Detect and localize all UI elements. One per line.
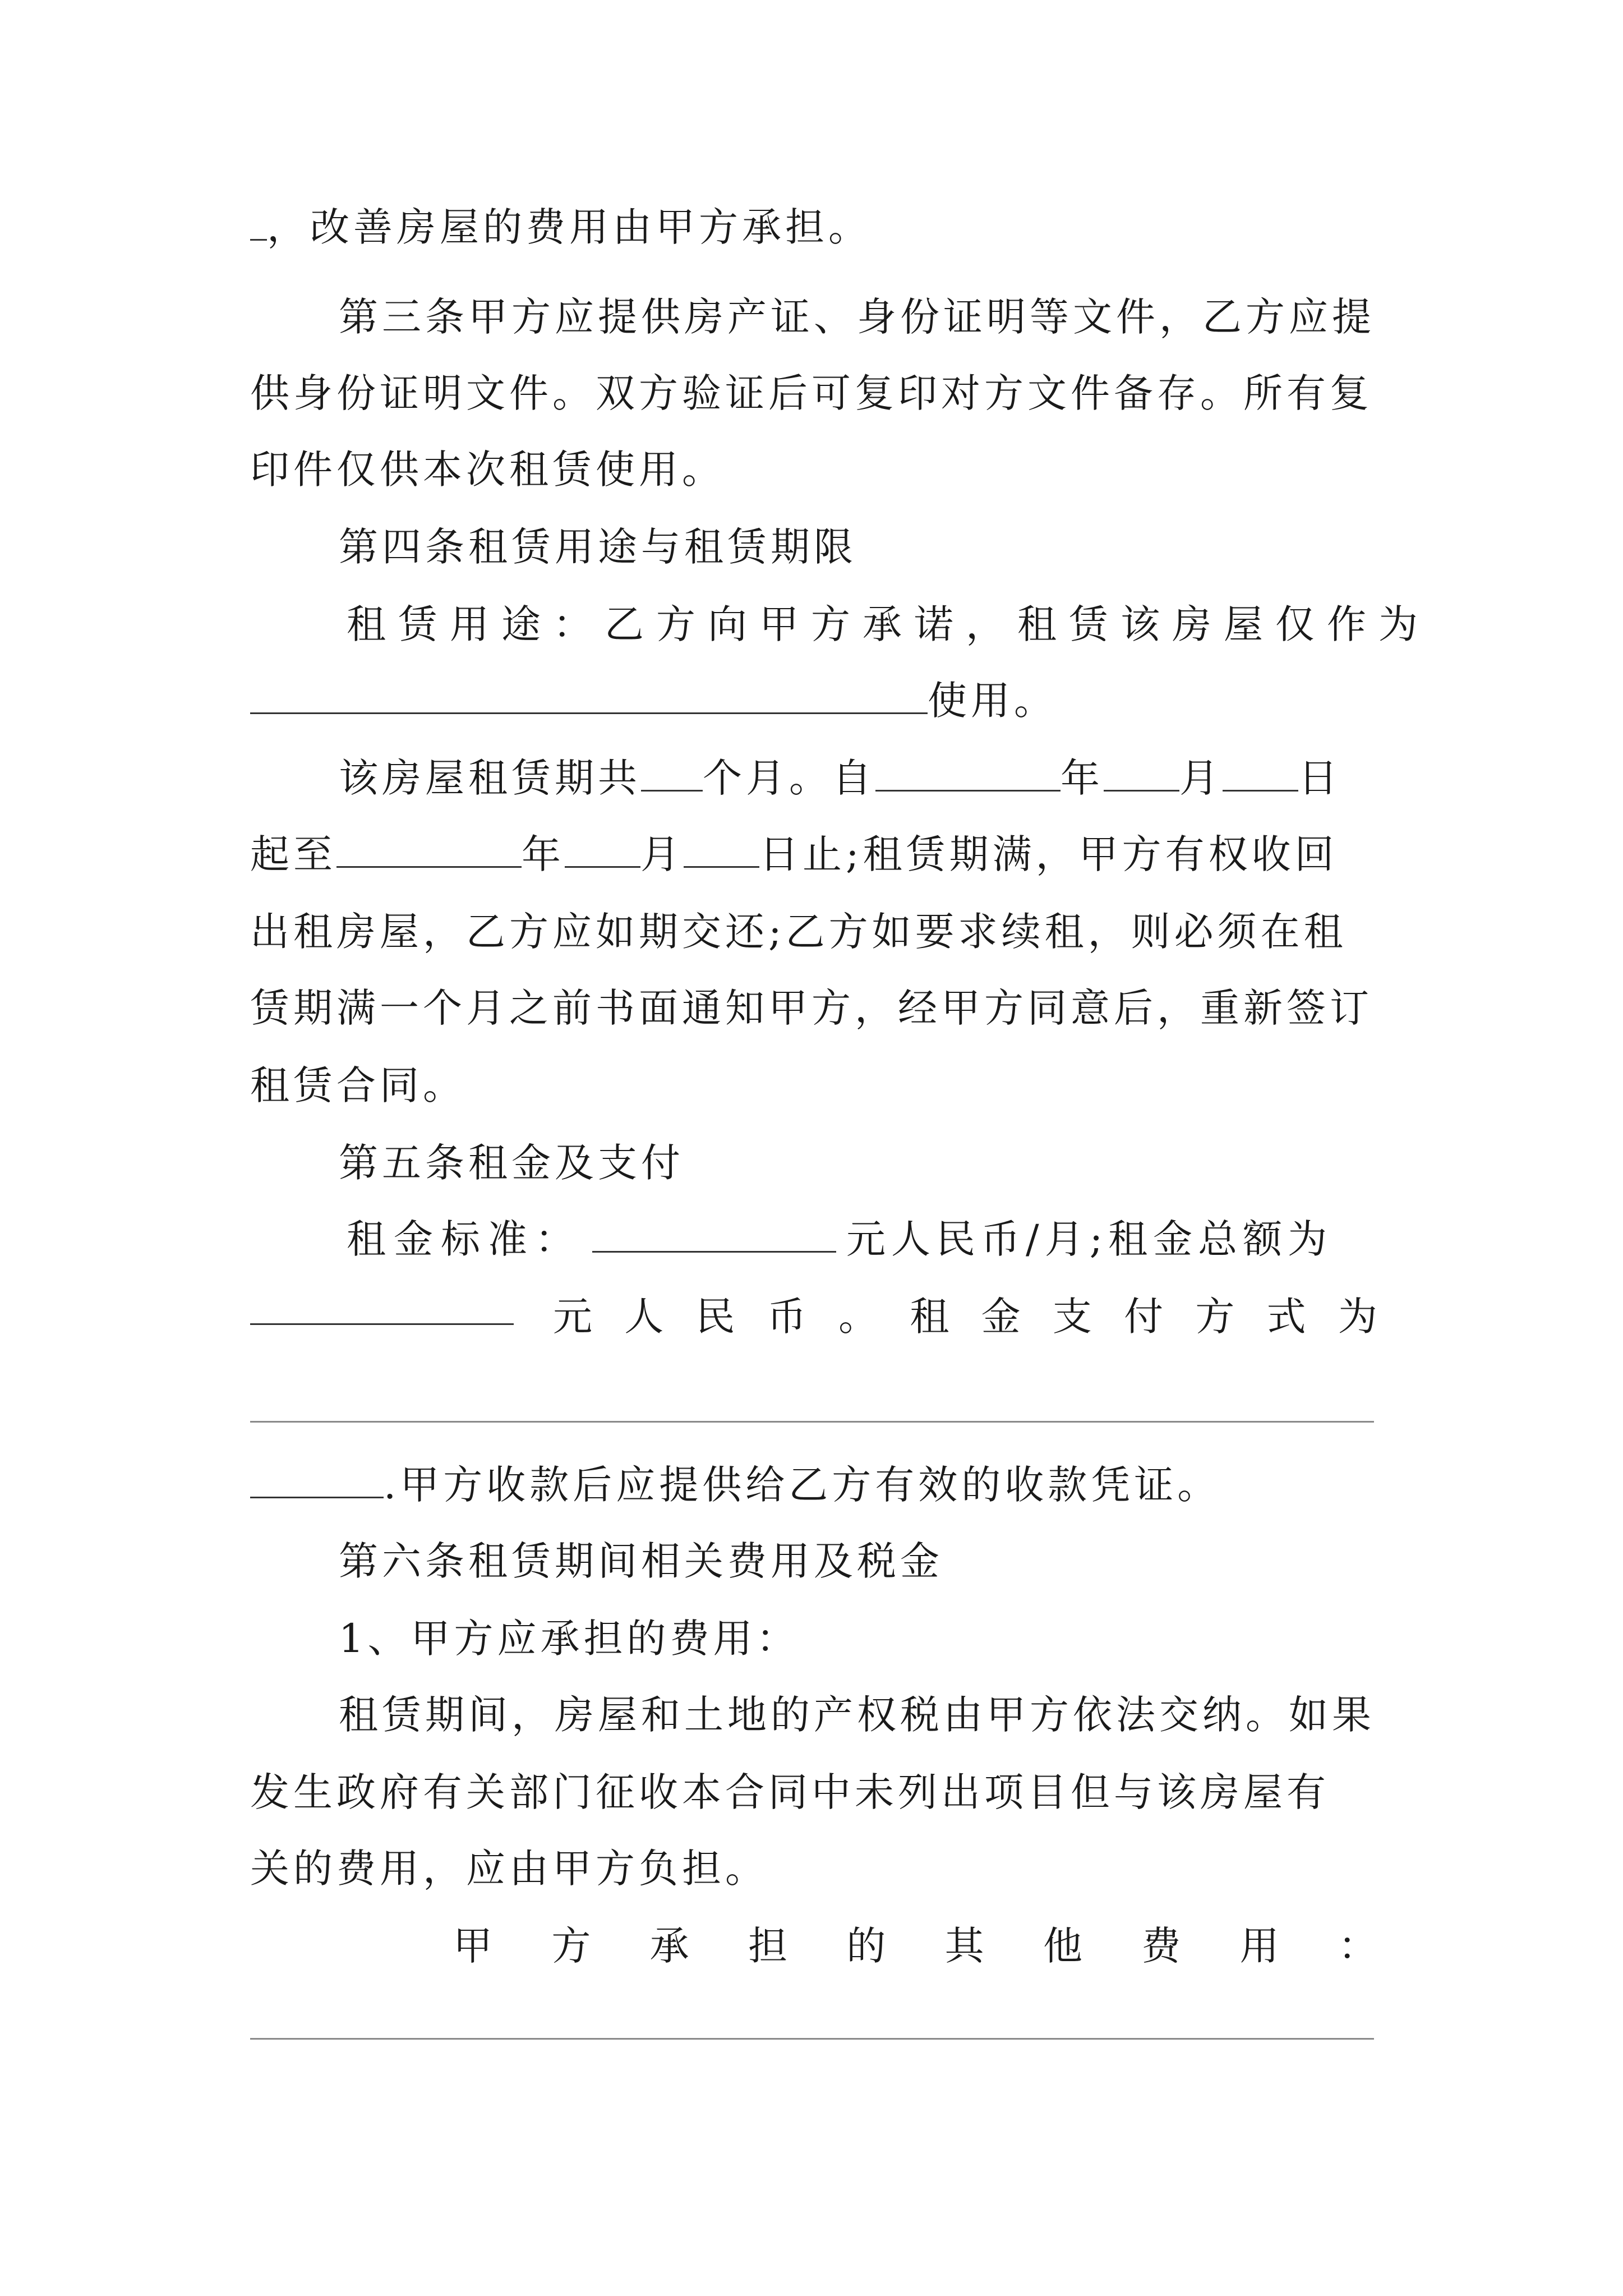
paragraph-line: 租赁期间，房屋和土地的产权税由甲方依法交纳。如果 bbox=[339, 1692, 1375, 1738]
rent-standard-line bbox=[347, 1211, 1377, 1267]
char: 付 bbox=[1124, 1294, 1164, 1340]
paragraph-line bbox=[250, 826, 1377, 882]
char: 为 bbox=[1338, 1294, 1377, 1340]
fill-in-blank[interactable] bbox=[250, 678, 928, 714]
fill-in-blank[interactable] bbox=[336, 831, 522, 868]
line-text: 元人民币/月;租金总额为 bbox=[846, 1216, 1333, 1262]
char: 甲 bbox=[453, 1923, 492, 1969]
fill-in-blank[interactable] bbox=[641, 755, 703, 792]
article-4-heading: 第四条租赁用途与租赁期限 bbox=[339, 524, 857, 570]
lease-term-line bbox=[339, 750, 1377, 806]
payment-method-line bbox=[250, 1289, 1377, 1345]
char: 方 bbox=[1195, 1294, 1235, 1340]
line-text: 日 bbox=[1298, 755, 1341, 801]
paragraph-line bbox=[250, 1457, 1377, 1513]
char: 担 bbox=[748, 1923, 787, 1969]
fill-in-blank[interactable] bbox=[1223, 755, 1298, 792]
line-text: .甲方收款后应提供给乙方有效的收款凭证。 bbox=[384, 1462, 1221, 1508]
char: 支 bbox=[1052, 1294, 1092, 1340]
other-fees-line bbox=[453, 1918, 1377, 1974]
clause-heading: 1、甲方应承担的费用： bbox=[339, 1616, 800, 1662]
fill-in-blank[interactable] bbox=[250, 204, 267, 241]
fill-in-blank[interactable] bbox=[875, 755, 1061, 792]
line-text: 日止;租赁期满，甲方有权收回 bbox=[759, 831, 1338, 877]
line-text: 年 bbox=[1061, 755, 1104, 801]
char: 方 bbox=[551, 1923, 591, 1969]
paragraph-line: 供身份证明文件。双方验证后可复印对方文件备存。所有复 bbox=[250, 370, 1373, 416]
article-3-line: 第三条甲方应提供房产证、身份证明等文件，乙方应提 bbox=[339, 294, 1375, 340]
paragraph-line: 发生政府有关部门征收本合同中未列出项目但与该房屋有 bbox=[250, 1769, 1330, 1815]
char: 的 bbox=[846, 1923, 886, 1969]
char: 费 bbox=[1141, 1923, 1181, 1969]
line-text: 起至 bbox=[250, 831, 336, 877]
fill-in-rule[interactable] bbox=[250, 1421, 1374, 1423]
paragraph-line bbox=[250, 673, 1377, 729]
char: 金 bbox=[981, 1294, 1021, 1340]
char: 式 bbox=[1266, 1294, 1306, 1340]
paragraph-line: 出租房屋，乙方应如期交还;乙方如要求续租，则必须在租 bbox=[250, 909, 1347, 955]
line-text: 租金标准： bbox=[347, 1216, 582, 1262]
line-text: 使用。 bbox=[928, 678, 1057, 724]
fill-in-blank[interactable] bbox=[684, 831, 759, 868]
article-5-heading: 第五条租金及支付 bbox=[339, 1140, 684, 1186]
article-6-heading: 第六条租赁期间相关费用及税金 bbox=[339, 1538, 943, 1584]
paragraph-line bbox=[250, 199, 1377, 255]
char: 元 bbox=[553, 1294, 592, 1340]
fill-in-blank[interactable] bbox=[250, 1289, 514, 1325]
paragraph-line: 赁期满一个月之前书面通知甲方，经甲方同意后，重新签订 bbox=[250, 985, 1373, 1031]
char: 民 bbox=[695, 1294, 735, 1340]
char: 人 bbox=[624, 1294, 664, 1340]
line-text: 月 bbox=[640, 831, 684, 877]
char: 承 bbox=[649, 1923, 689, 1969]
fill-in-blank[interactable] bbox=[1104, 755, 1179, 792]
char: 其 bbox=[944, 1923, 984, 1969]
line-text: 个月。自 bbox=[703, 755, 875, 801]
char: ： bbox=[1338, 1923, 1377, 1969]
line-text: 年 bbox=[522, 831, 565, 877]
char: 租 bbox=[910, 1294, 949, 1340]
line-text: 该房屋租赁期共 bbox=[339, 755, 641, 801]
char: 。 bbox=[838, 1294, 878, 1340]
fill-in-blank[interactable] bbox=[592, 1216, 836, 1253]
spaced-text bbox=[553, 1289, 1377, 1345]
fill-in-rule[interactable] bbox=[250, 2038, 1374, 2040]
line-text: 月 bbox=[1179, 755, 1223, 801]
fill-in-blank[interactable] bbox=[250, 1462, 384, 1498]
paragraph-line: 租赁合同。 bbox=[250, 1062, 466, 1108]
paragraph-line: 关的费用，应由甲方负担。 bbox=[250, 1846, 768, 1892]
fill-in-blank[interactable] bbox=[565, 831, 640, 868]
char: 他 bbox=[1043, 1923, 1082, 1969]
char: 币 bbox=[767, 1294, 806, 1340]
char: 用 bbox=[1239, 1923, 1279, 1969]
rental-purpose-line: 租赁用途：乙方向甲方承诺，租赁该房屋仅作为 bbox=[347, 601, 1430, 647]
paragraph-line: 印件仅供本次租赁使用。 bbox=[250, 447, 725, 493]
line-text: ，改善房屋的费用由甲方承担。 bbox=[267, 204, 872, 250]
